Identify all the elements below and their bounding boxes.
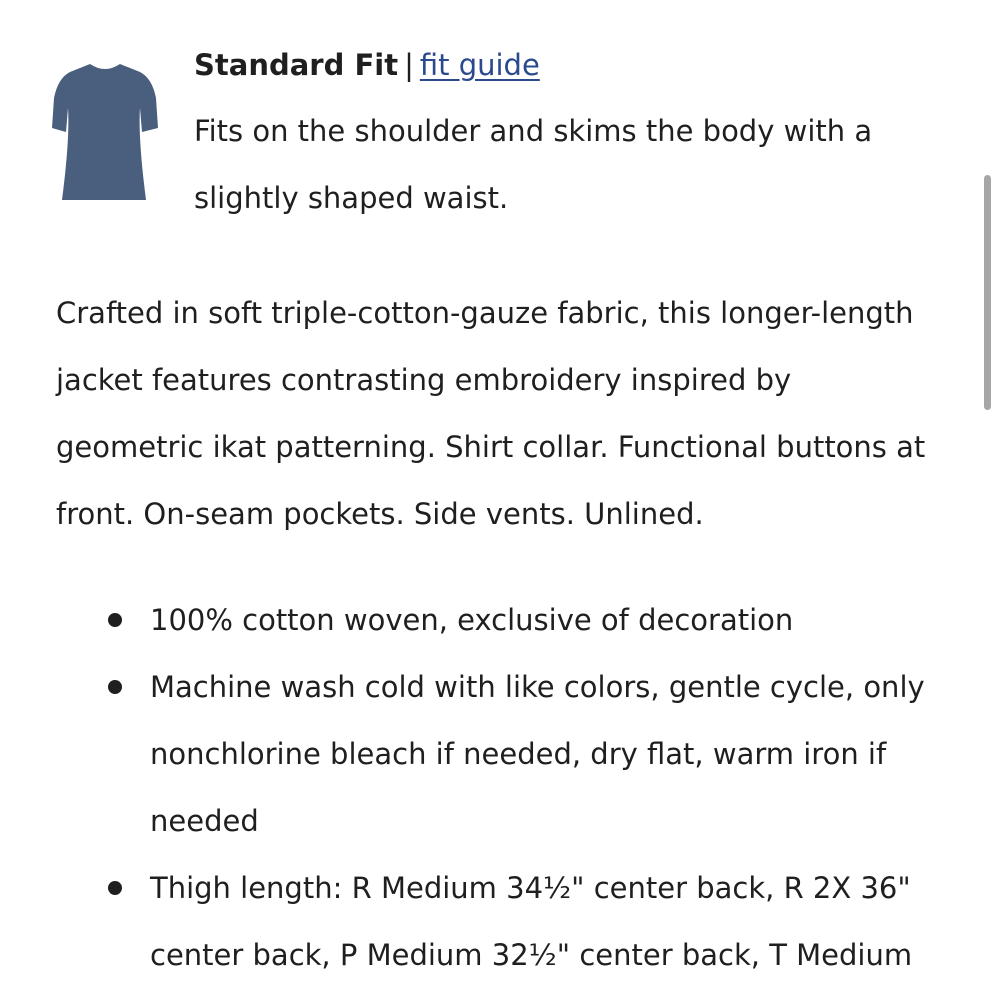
- fit-separator: |: [404, 48, 414, 82]
- feature-item: [150, 587, 950, 654]
- fit-guide-link[interactable]: fit guide: [419, 48, 540, 82]
- feature-text: Thigh length: R Medium 34½" center back, R 2X 36" center back, P Medium 32½" center back, T Medium: [150, 871, 913, 972]
- fit-info: [194, 40, 954, 232]
- feature-item: [150, 855, 950, 989]
- shirt-icon: [52, 58, 158, 206]
- feature-list: [150, 587, 950, 989]
- feature-text: Machine wash cold with like colors, gentle cycle, only nonchlorine bleach if needed, dry flat, warm iron if needed: [150, 670, 925, 838]
- shirt-silhouette: [52, 64, 158, 200]
- fit-heading: [194, 40, 954, 90]
- bullet-icon: [108, 881, 122, 895]
- fit-description: Fits on the shoulder and skims the body with a slightly shaped waist.: [194, 114, 873, 215]
- fit-title: Standard Fit: [194, 48, 399, 82]
- bullet-icon: [108, 613, 122, 627]
- feature-text: 100% cotton woven, exclusive of decoration: [150, 603, 794, 637]
- scrollbar-thumb[interactable]: [984, 175, 991, 410]
- feature-item: [150, 654, 950, 855]
- product-description: Crafted in soft triple-cotton-gauze fabric, this longer-length jacket features contrasting embroidery inspired by geometric ikat patterning. Shirt collar. Functional buttons at front. On-seam pockets. Side vents. Unlined.: [56, 296, 926, 531]
- bullet-icon: [108, 680, 122, 694]
